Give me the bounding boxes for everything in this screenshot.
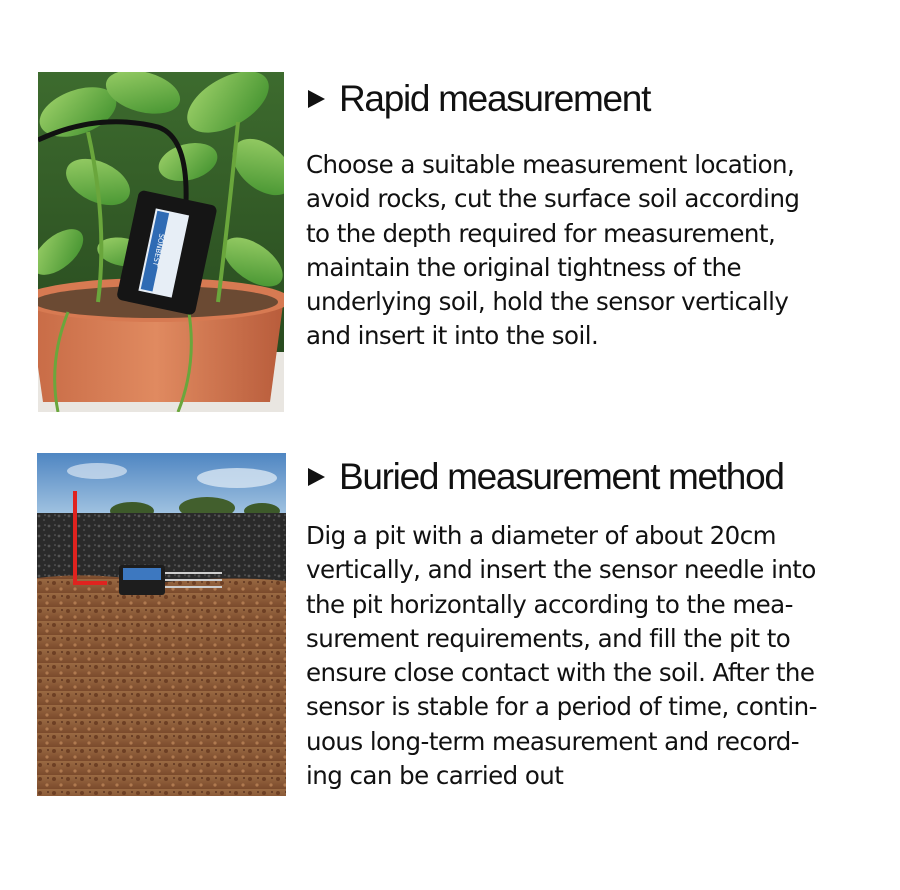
buried-measurement-title: Buried measurement method xyxy=(339,456,784,497)
text-line: maintain the original tightness of the xyxy=(306,252,742,282)
rapid-measurement-description xyxy=(306,148,799,354)
potted-plant-sensor-illustration xyxy=(38,72,284,412)
section-buried-measurement xyxy=(0,440,900,890)
text-line: ensure close contact with the soil. After the xyxy=(306,658,815,688)
text-line: avoid rocks, cut the surface soil according xyxy=(306,184,800,214)
text-line: uous long-term measurement and record- xyxy=(306,726,800,756)
rapid-measurement-title: Rapid measurement xyxy=(339,78,651,119)
text-line: underlying soil, hold the sensor vertically xyxy=(306,287,789,317)
soil-profile-sensor-photo xyxy=(37,453,286,796)
text-line: Dig a pit with a diameter of about 20cm xyxy=(306,521,776,550)
potted-plant-sensor-photo xyxy=(38,72,284,412)
section-rapid-measurement xyxy=(0,0,900,430)
text-line: Choose a suitable measurement location, xyxy=(306,150,795,179)
text-line: sensor is stable for a period of time, contin- xyxy=(306,692,817,722)
text-line: vertically, and insert the sensor needle into xyxy=(306,555,816,585)
rapid-measurement-heading xyxy=(306,78,650,120)
buried-measurement-heading xyxy=(306,456,784,498)
text-line: and insert it into the soil. xyxy=(306,321,599,351)
text-line: surement requirements, and fill the pit to xyxy=(306,623,791,653)
sensor-brand-label: SONBEST xyxy=(150,232,166,267)
buried-measurement-description xyxy=(306,519,817,793)
text-line: ing can be carried out xyxy=(306,761,564,791)
right-triangle-bullet-icon xyxy=(308,90,325,108)
text-line: to the depth required for measurement, xyxy=(306,218,776,248)
right-triangle-bullet-icon xyxy=(308,468,325,486)
text-line: the pit horizontally according to the mea- xyxy=(306,589,793,619)
soil-profile-illustration xyxy=(37,453,286,796)
